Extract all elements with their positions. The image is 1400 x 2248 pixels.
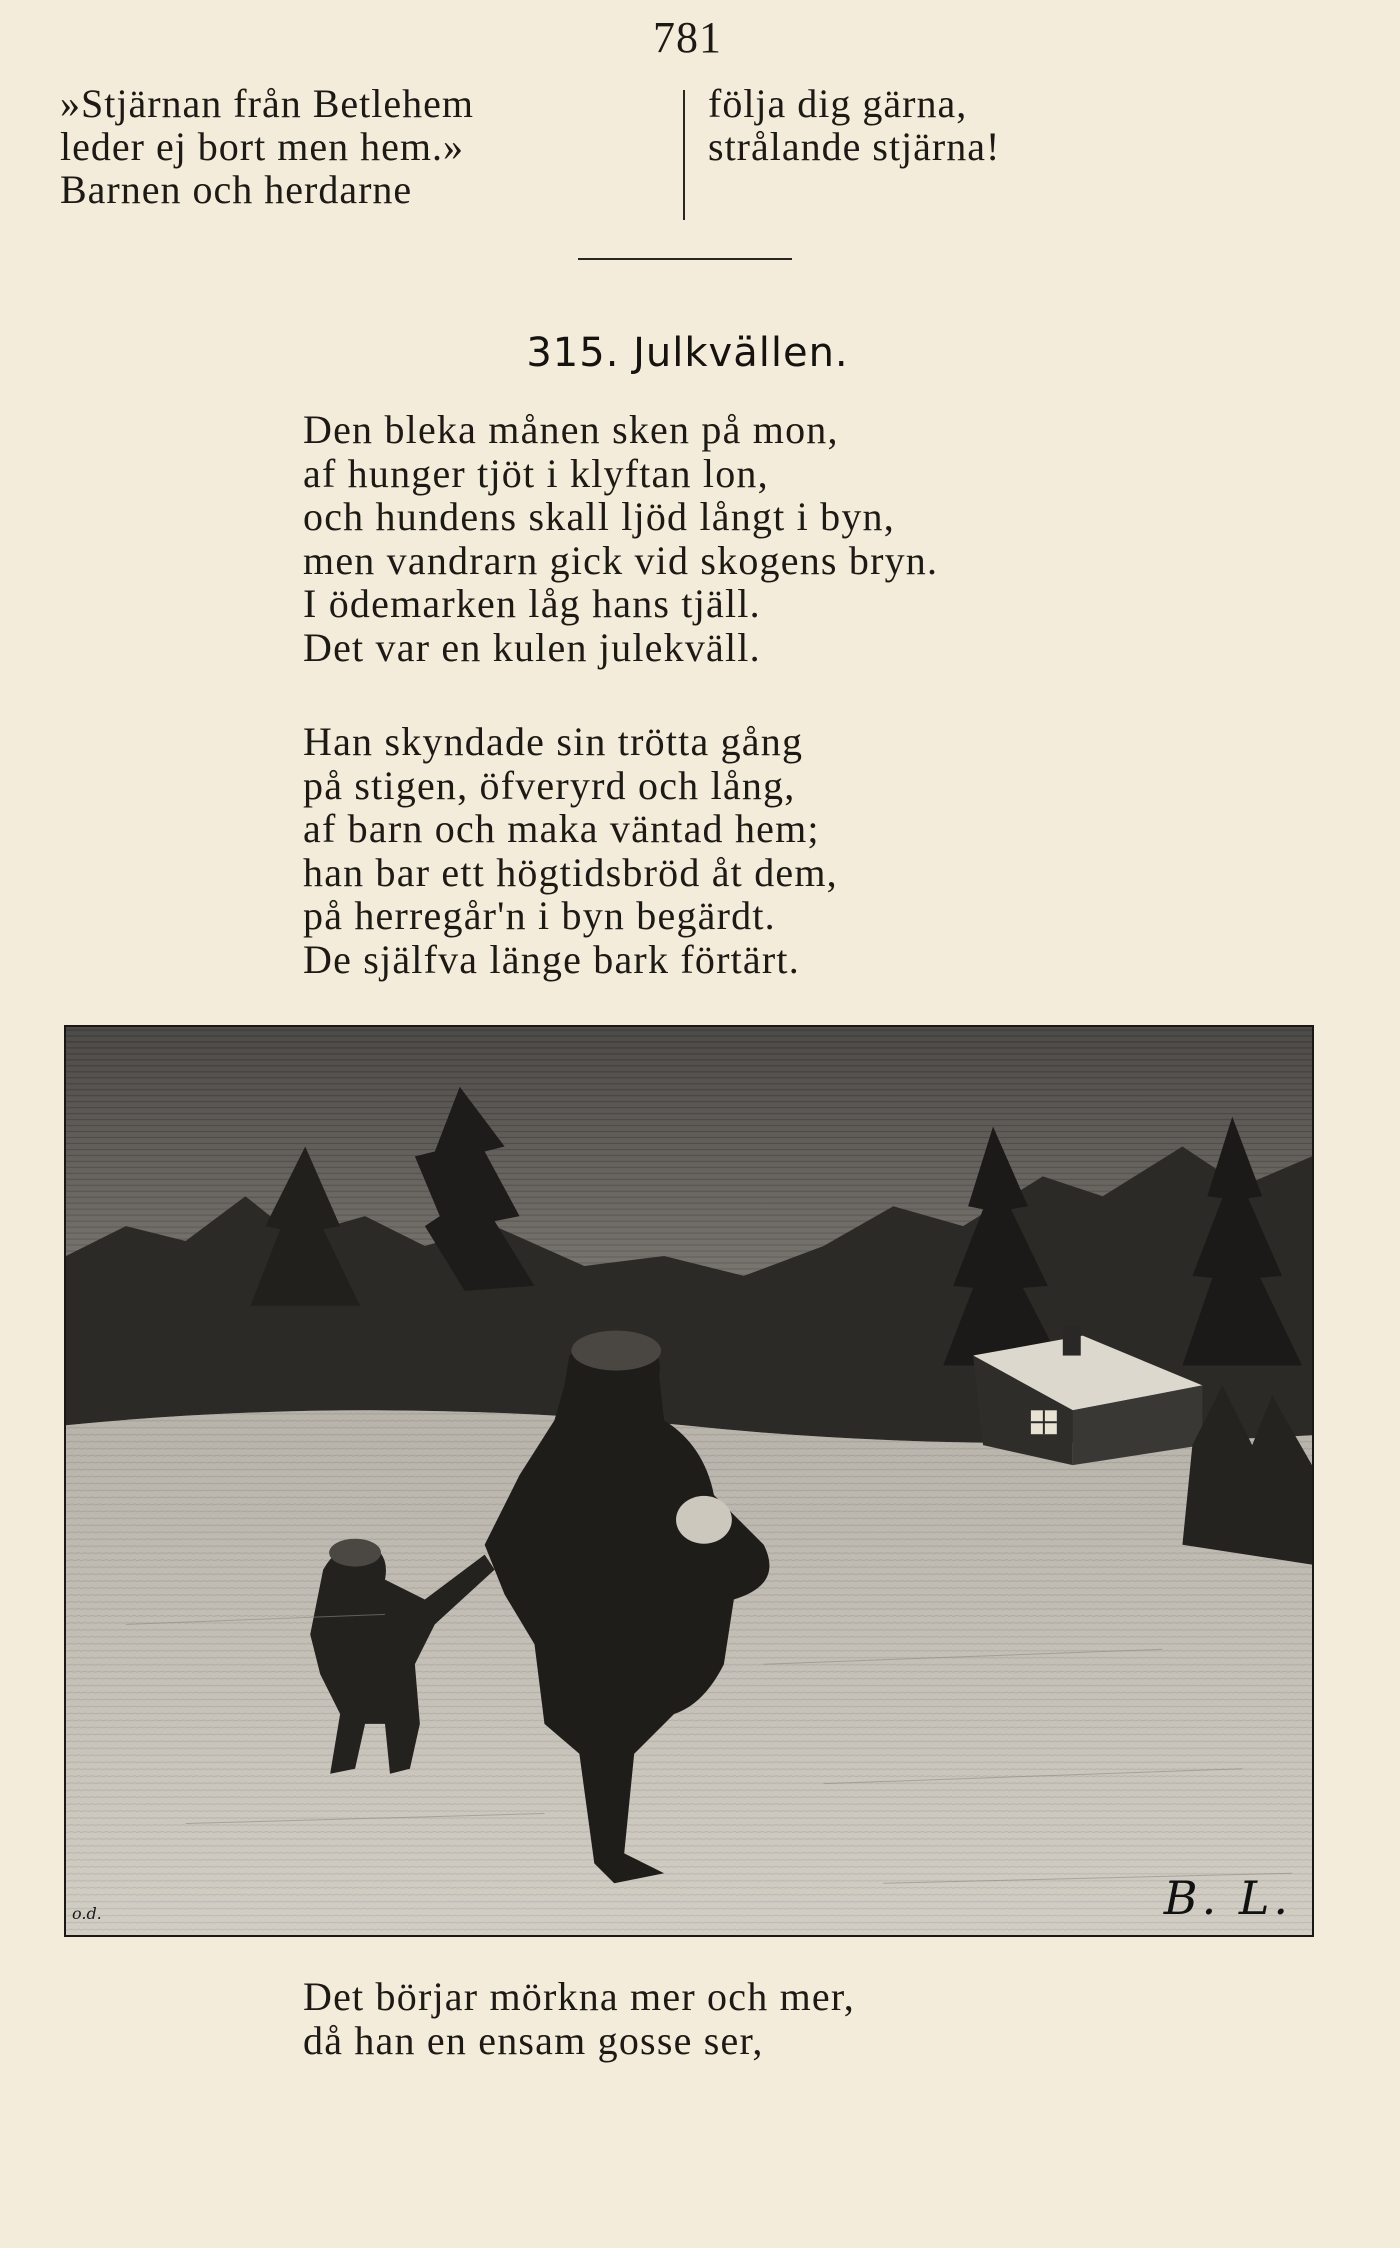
verse-line: af barn och maka väntad hem; bbox=[303, 806, 820, 851]
top-verse-left bbox=[60, 82, 474, 211]
poem-title: 315. Julkvällen. bbox=[526, 330, 849, 376]
verse-line: på herregår'n i byn begärdt. bbox=[303, 893, 776, 938]
verse-line: Den bleka månen sken på mon, bbox=[303, 407, 839, 452]
stanza-3 bbox=[303, 1975, 855, 2062]
verse-line: och hundens skall ljöd långt i byn, bbox=[303, 494, 895, 539]
verse-line: följa dig gärna, bbox=[708, 81, 968, 126]
stanza-1 bbox=[303, 408, 938, 669]
column-divider bbox=[683, 90, 685, 220]
verse-line: De själfva länge bark förtärt. bbox=[303, 936, 800, 982]
verse-line: »Stjärnan från Betlehem bbox=[60, 81, 474, 126]
verse-line: Det var en kulen julekväll. bbox=[303, 624, 761, 670]
verse-line: på stigen, öfveryrd och lång, bbox=[303, 762, 796, 808]
verse-line: af hunger tjöt i klyftan lon, bbox=[303, 450, 769, 496]
artist-signature: B. L. bbox=[1163, 1871, 1292, 1925]
verse-line: Det börjar mörkna mer och mer, bbox=[303, 1974, 855, 2019]
verse-line: då han en ensam gosse ser, bbox=[303, 2017, 764, 2063]
verse-line: I ödemarken låg hans tjäll. bbox=[303, 581, 761, 626]
verse-line: leder ej bort men hem.» bbox=[60, 124, 464, 169]
engraver-mark: o.d. bbox=[72, 1904, 102, 1923]
verse-line: men vandrarn gick vid skogens bryn. bbox=[303, 537, 939, 583]
stanza-2 bbox=[303, 720, 838, 981]
verse-line: Han skyndade sin trötta gång bbox=[303, 719, 804, 764]
top-verse-right bbox=[708, 82, 1000, 168]
verse-line: han bar ett högtidsbröd åt dem, bbox=[303, 849, 838, 895]
engraving-artwork bbox=[66, 1027, 1312, 1935]
verse-line: strålande stjärna! bbox=[708, 124, 1001, 169]
page-number: 781 bbox=[653, 13, 722, 62]
verse-line: Barnen och herdarne bbox=[60, 167, 413, 212]
section-divider bbox=[578, 258, 792, 260]
winter-night-illustration bbox=[64, 1025, 1314, 1937]
